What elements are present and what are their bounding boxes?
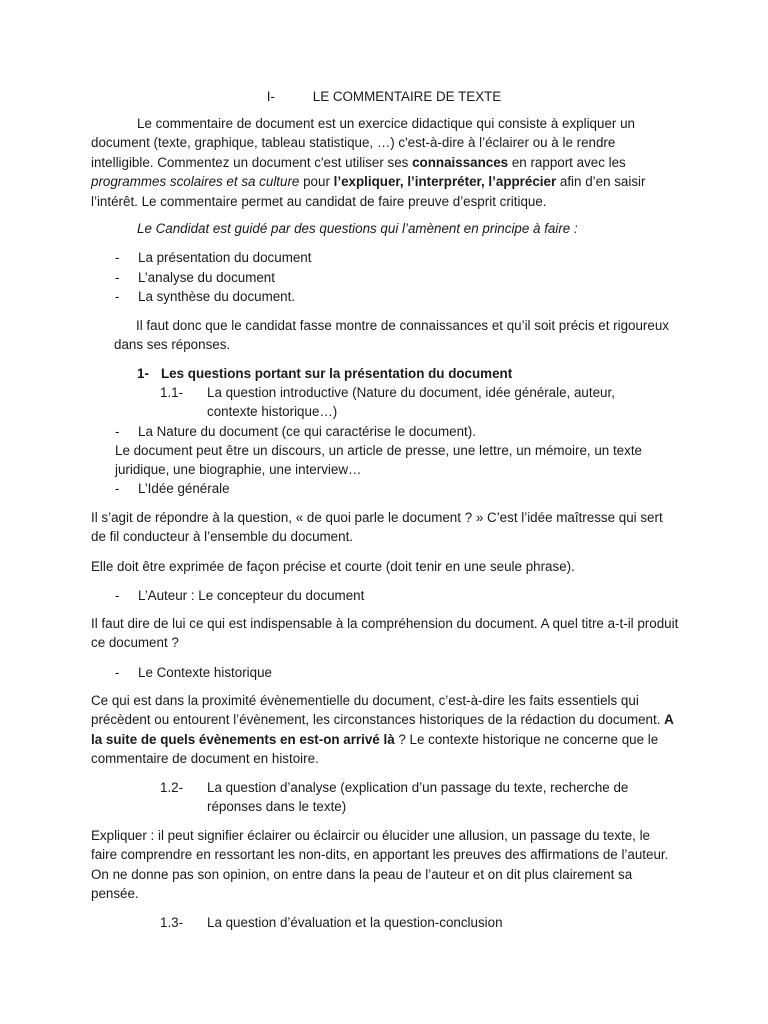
question-1-2: 1.2- La question d’analyse (explication d’un passage du texte, recherche de réponses dans le texte) bbox=[160, 778, 660, 817]
intro-text-g: afin d’en saisir l’intérêt. Le commentaire permet au candidat de faire preuve d’esprit critique. bbox=[91, 174, 646, 209]
question-1-2-text: La question d’analyse (explication d’un passage du texte, recherche de réponses dans le texte) bbox=[207, 780, 629, 815]
idee-item: L’Idée générale bbox=[138, 481, 230, 496]
intro-paragraph bbox=[91, 114, 679, 211]
list-item: - La Nature du document (ce qui caractérise le document). bbox=[115, 424, 476, 439]
list-item: - L’analyse du document bbox=[115, 270, 275, 285]
question-1-3: 1.3- La question d’évaluation et la question-conclusion bbox=[160, 913, 660, 932]
list-item: - Le Contexte historique bbox=[115, 665, 272, 680]
step-presentation: La présentation du document bbox=[138, 250, 312, 265]
expliquer-paragraph: Expliquer : il peut signifier éclairer ou éclaircir ou élucider une allusion, un passage du texte, le faire comprendre en ressortant les non-dits, en apportant les preuves des affirmations de l’auteur. On ne donne pas son opinion, on entre dans la peau de l’auteur et on dit plus clairement sa pensée. bbox=[91, 828, 669, 902]
intro-bold-verbs: l’expliquer, l’interpréter, l’apprécier bbox=[333, 174, 557, 190]
guided-text: Le Candidat est guidé par des questions qui l’amènent en principe à faire : bbox=[137, 221, 578, 236]
nature-paragraph: Le document peut être un discours, un article de presse, une lettre, un mémoire, un texte juridique, une biographie, une interview… bbox=[115, 443, 642, 478]
auteur-paragraph: Il faut dire de lui ce qui est indispensable à la compréhension du document. A quel titre a-t-il produit ce document ? bbox=[91, 616, 679, 651]
intro-text-e: pour bbox=[299, 174, 334, 190]
list-item: - L’Idée générale bbox=[115, 481, 230, 496]
intro-text-a: Le commentaire de document est un exercice didactique qui consiste à expliquer un document (texte, graphique, tableau statistique, …) c'est-à-dire à l’éclairer ou à le rendre intelligible. Commentez un document c'est utiliser ses bbox=[91, 116, 635, 170]
rigor-paragraph: Il faut donc que le candidat fasse montre de connaissances et qu’il soit précis et rigoureux dans ses réponses. bbox=[114, 318, 669, 353]
question-1-1: 1.1- La question introductive (Nature du document, idée générale, auteur, contexte historique…) bbox=[160, 383, 660, 422]
question-1-3-text: La question d’évaluation et la question-conclusion bbox=[207, 915, 503, 930]
list-item: - L’Auteur : Le concepteur du document bbox=[115, 588, 365, 603]
nature-item: La Nature du document (ce qui caractérise le document). bbox=[138, 424, 476, 439]
idee-paragraph: Il s’agit de répondre à la question, « de quoi parle le document ? » C’est l’idée maîtresse qui sert de fil conducteur à l’ensemble du document. bbox=[91, 510, 663, 545]
page-heading bbox=[0, 87, 768, 106]
intro-italic-programmes: programmes scolaires et sa culture bbox=[91, 174, 300, 190]
section-1-heading: 1- Les questions portant sur la présentation du document bbox=[137, 364, 637, 383]
contexte-paragraph: Ce qui est dans la proximité évènementielle du document, c’est-à-dire les faits essentiels qui précèdent ou entourent l’évènement, les circonstances historiques de la rédaction du document. A la suite de quels évènements en est-on arrivé là ? Le contexte historique ne concerne que le commentaire de document en histoire. bbox=[91, 693, 674, 767]
intro-bold-connaissances: connaissances bbox=[412, 154, 509, 170]
question-1-1-text: La question introductive (Nature du document, idée générale, auteur, contexte historique…) bbox=[207, 385, 615, 420]
contexte-item: Le Contexte historique bbox=[138, 665, 272, 680]
contexte-bold-question: A la suite de quels évènements en est-on arrivé là bbox=[91, 712, 674, 747]
heading-title: LE COMMENTAIRE DE TEXTE bbox=[312, 89, 502, 104]
idee-paragraph-2: Elle doit être exprimée de façon précise et courte (doit tenir en une seule phrase). bbox=[91, 559, 575, 574]
step-analyse: L’analyse du document bbox=[138, 270, 275, 285]
list-item: - La présentation du document bbox=[115, 250, 312, 265]
heading-number: I- bbox=[266, 89, 275, 104]
intro-text-c: en rapport avec les bbox=[508, 154, 626, 170]
step-synthese: La synthèse du document. bbox=[138, 289, 296, 304]
guided-paragraph bbox=[91, 219, 679, 238]
list-item: - La synthèse du document. bbox=[115, 289, 296, 304]
section-1-title: Les questions portant sur la présentation du document bbox=[161, 366, 513, 381]
auteur-item: L’Auteur : Le concepteur du document bbox=[138, 588, 365, 603]
